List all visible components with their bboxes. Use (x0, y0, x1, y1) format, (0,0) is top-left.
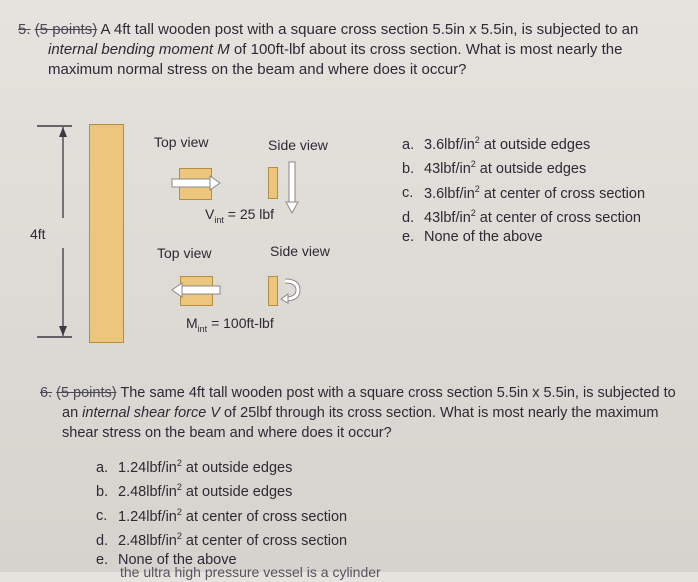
option-6c: c. $1.24lbf/in^2$ at center of cross section (96, 506, 348, 525)
option-5b: b. $43lbf/in^2$ at outside edges (402, 159, 587, 178)
problem-6-line-3: shear stress on the beam and where does it occur? (62, 425, 392, 441)
problem-6-options (96, 454, 347, 571)
option-5c: c. $3.6lbf/in^2$ at center of cross section (402, 183, 646, 202)
mint-label: $M_{int} = 100ft-lbf$ (186, 315, 274, 334)
side-view-section-1 (268, 167, 278, 199)
problem-5-text (18, 20, 693, 80)
shear-arrow-right-icon (170, 175, 222, 191)
problem-5-line-3: maximum normal stress on the beam and where does it occur? (48, 61, 467, 78)
top-view-label-2: Top view (157, 245, 212, 261)
problem-6-points: (5 points) (56, 385, 117, 401)
problem-6-italic: internal shear force V (82, 405, 220, 421)
height-label: 4ft (30, 226, 46, 242)
problem-5-number: 5. (18, 21, 31, 38)
problem-7-partial: the ultra high pressure vessel is a cylinder (120, 564, 381, 580)
option-6e: e. None of the above (96, 552, 237, 569)
option-6d: d. $2.48lbf/in^2$ at center of cross section (96, 530, 348, 549)
problem-6-line-2: of 25lbf through its cross section. What is most nearly the maximum (220, 405, 659, 421)
shear-arrow-down-icon (285, 160, 299, 215)
top-view-label-1: Top view (154, 134, 209, 150)
problem-6-line-1: The same 4ft tall wooden post with a square cross section 5.5in x 5.5in, is subjected to (116, 385, 676, 401)
vint-label: $V_{int} = 25$ lbf (205, 206, 275, 225)
side-view-label-1: Side view (268, 137, 328, 153)
option-5e: e. None of the above (402, 229, 543, 246)
problem-6-text: 6. (5 points) The same 4ft tall wooden post with a square cross section 5.5in x 5.5in, is subjected to an internal shear force V of 25lbf through its cross section. What is most nearly the maximum shear stress on the beam and where does it occur? (40, 385, 676, 441)
option-5a: a. $3.6lbf/in^2$ at outside edges (402, 135, 591, 153)
problem-5-options (402, 131, 645, 248)
problem-5-italic: internal bending moment M (48, 41, 230, 58)
wooden-post (89, 124, 124, 343)
side-view-label-2: Side view (270, 243, 330, 259)
moment-arrow-left-icon (170, 282, 222, 298)
option-6b: b. $2.48lbf/in^2$ at outside edges (96, 482, 293, 501)
problem-6-number: 6. (40, 385, 53, 401)
problem-5-line-2: of 100ft-lbf about its cross section. What is most nearly the (229, 41, 623, 58)
side-view-section-2 (268, 276, 278, 306)
option-5d: d. $43lbf/in^2$ at center of cross section (402, 207, 641, 226)
problem-5-line-1: A 4ft tall wooden post with a square cross section 5.5in x 5.5in, is subjected to an (97, 21, 639, 38)
moment-curved-arrow-icon (280, 276, 302, 304)
option-6a: a. $1.24lbf/in^2$ at outside edges (96, 458, 293, 476)
problem-5-points: (5 points) (34, 21, 98, 38)
